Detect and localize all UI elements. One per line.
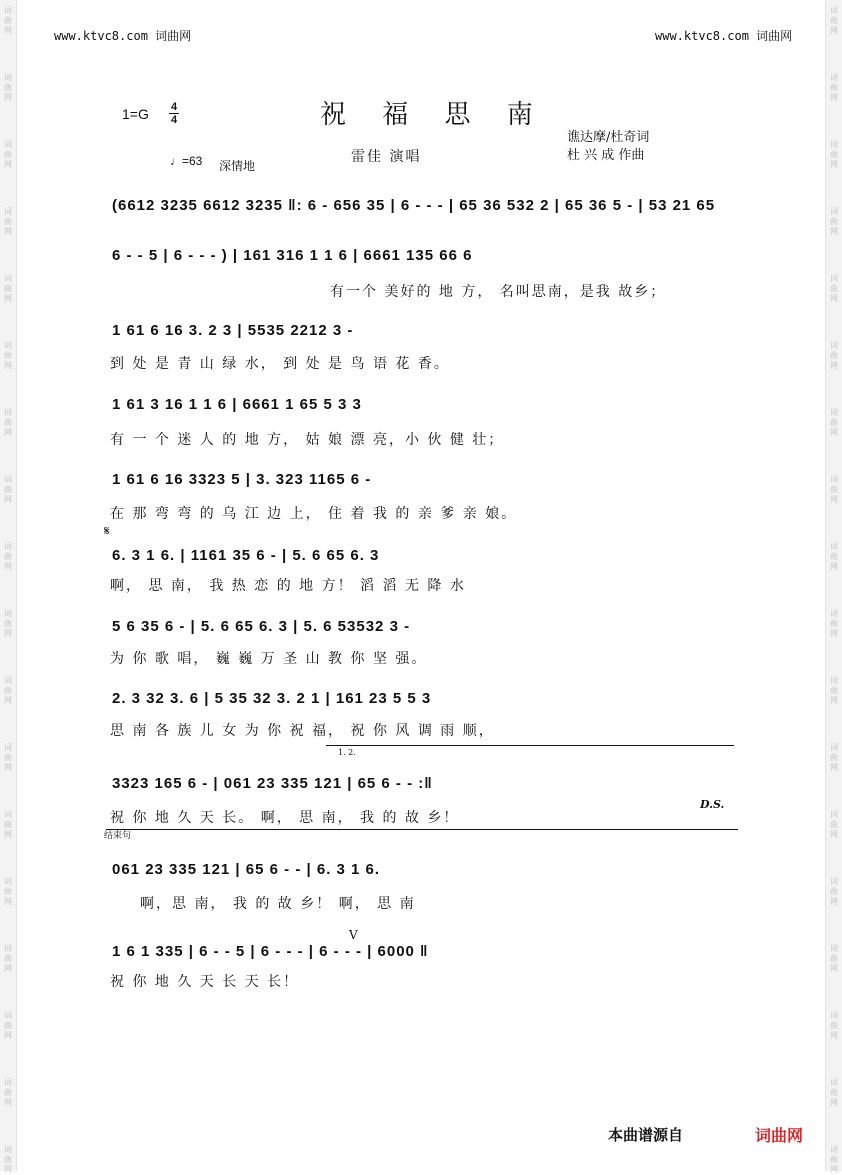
margin-watermark: 词 曲 网	[830, 274, 838, 303]
volta-bracket	[326, 745, 734, 746]
score-notes-4: 1 61 3 16 1 1 6 | 6661 1 65 5 3 3	[112, 396, 362, 413]
score-notes-5: 1 61 6 16 3323 5 | 3. 323 1165 6 -	[112, 471, 372, 488]
score-line-11	[108, 938, 738, 966]
score-line-8	[108, 685, 738, 713]
ds-marking: D.S.	[700, 798, 725, 811]
lyric-line-8: 祝 你 地 久 天 长。 啊， 思 南， 我 的 故 乡！	[110, 810, 460, 826]
lyric-line-10: 祝 你 地 久 天 长 天 长！	[110, 974, 300, 990]
margin-watermark: 词 曲 网	[4, 1011, 12, 1040]
margin-watermark: 词 曲 网	[4, 1078, 12, 1107]
margin-watermark: 词 曲 网	[4, 341, 12, 370]
margin-watermark: 词 曲 网	[830, 475, 838, 504]
margin-watermark: 词 曲 网	[4, 743, 12, 772]
margin-watermark: 词 曲 网	[4, 140, 12, 169]
breath-mark: V	[349, 928, 358, 942]
lyric-line-7: 思 南 各 族 儿 女 为 你 祝 福， 祝 你 风 调 雨 顺，	[110, 723, 495, 739]
score-line-2	[108, 242, 738, 270]
score-notes-7: 5 6 35 6 - | 5. 6 65 6. 3 | 5. 6 53532 3 -	[112, 618, 411, 635]
lyric-line-9: 啊，思 南， 我 的 故 乡！ 啊， 思 南	[140, 896, 416, 912]
score-notes-3: 1 61 6 16 3. 2 3 | 5535 2212 3 -	[112, 322, 354, 339]
margin-watermark: 词 曲 网	[830, 207, 838, 236]
song-title: 祝 福 思 南	[320, 100, 547, 130]
margin-watermark: 词 曲 网	[830, 73, 838, 102]
score-notes-6: 6. 3 1 6. | 1161 35 6 - | 5. 6 65 6. 3	[112, 547, 380, 564]
score-line-6	[108, 542, 738, 570]
margin-watermark: 词 曲 网	[4, 274, 12, 303]
margin-watermark: 词 曲 网	[4, 1145, 12, 1174]
margin-watermark: 词 曲 网	[4, 408, 12, 437]
site-header-right[interactable]: www.ktvc8.com 词曲网	[655, 29, 793, 43]
score-line-7	[108, 613, 738, 641]
margin-watermark: 词 曲 网	[4, 207, 12, 236]
score-notes-10: 061 23 335 121 | 65 6 - - | 6. 3 1 6.	[112, 861, 381, 878]
score-line-3	[108, 317, 738, 345]
margin-watermark: 词 曲 网	[4, 877, 12, 906]
margin-watermark: 词 曲 网	[830, 676, 838, 705]
margin-watermark: 词 曲 网	[830, 1011, 838, 1040]
margin-watermark: 词 曲 网	[830, 1078, 838, 1107]
score-line-4	[108, 391, 738, 419]
score-notes-11: 1 6 1 335 | 6 - - 5 | 6 - - - | 6 - - - | 6000 ‖	[112, 943, 429, 960]
margin-watermark: 词 曲 网	[830, 609, 838, 638]
margin-watermark: 词 曲 网	[830, 140, 838, 169]
brand-logo-text[interactable]: 词曲网	[755, 1126, 804, 1145]
margin-watermark: 词 曲 网	[4, 609, 12, 638]
margin-watermark: 词 曲 网	[830, 341, 838, 370]
score-line-5	[108, 466, 738, 494]
margin-watermark: 词 曲 网	[830, 810, 838, 839]
lyric-line-1: 有一个 美好的 地 方， 名叫思南，是我 故乡；	[330, 284, 667, 300]
key-signature: 1=G	[122, 106, 149, 122]
ending-label: 结束句	[104, 831, 132, 841]
margin-watermark: 词 曲 网	[830, 877, 838, 906]
margin-watermark: 词 曲 网	[4, 475, 12, 504]
site-header-left[interactable]: www.ktvc8.com 词曲网	[54, 29, 192, 43]
margin-watermark: 词 曲 网	[830, 743, 838, 772]
margin-watermark: 词 曲 网	[4, 542, 12, 571]
tempo-marking: ♩=63	[170, 154, 203, 168]
margin-watermark: 词 曲 网	[830, 1145, 838, 1174]
lyric-line-3: 有 一 个 迷 人 的 地 方， 姑 娘 漂 亮，小 伙 健 壮；	[110, 432, 505, 448]
score-line-9	[108, 770, 738, 798]
margin-watermark: 词 曲 网	[4, 676, 12, 705]
margin-watermark: 词 曲 网	[4, 73, 12, 102]
lyric-line-2: 到 处 是 青 山 绿 水， 到 处 是 鸟 语 花 香。	[110, 356, 450, 372]
volta-bracket-label: 1. 2.	[338, 748, 356, 757]
lyricist-credit: 谯达摩/杜奇词	[567, 130, 650, 145]
score-line-10	[108, 856, 738, 884]
left-margin-strip	[0, 0, 17, 1171]
ending-divider	[106, 829, 738, 830]
margin-watermark: 词 曲 网	[4, 6, 12, 35]
time-signature-bottom: 4	[170, 114, 178, 126]
score-line-1	[108, 192, 738, 220]
lyric-line-5: 啊， 思 南， 我 热 恋 的 地 方！ 滔 滔 无 降 水	[110, 578, 466, 594]
lyric-line-6: 为 你 歌 唱， 巍 巍 万 圣 山 教 你 坚 强。	[110, 651, 428, 667]
composer-credit: 杜 兴 成 作曲	[567, 148, 645, 163]
time-signature-top: 4	[170, 101, 178, 113]
margin-watermark: 词 曲 网	[4, 810, 12, 839]
score-notes-9: 3323 165 6 - | 061 23 335 121 | 65 6 - - :‖	[112, 775, 433, 792]
score-notes-8: 2. 3 32 3. 6 | 5 35 32 3. 2 1 | 161 23 5 5 3	[112, 690, 432, 707]
time-signature	[169, 101, 179, 126]
expression-marking: 深情地	[219, 159, 256, 173]
lyric-line-4: 在 那 弯 弯 的 乌 江 边 上， 住 着 我 的 亲 爹 亲 娘。	[110, 506, 518, 522]
source-label: 本曲谱源自	[608, 1126, 684, 1144]
score-notes-1: (6612 3235 6612 3235 ‖: 6 - 656 35 | 6 - - - | 65 36 532 2 | 65 36 5 - | 53 21 65	[112, 197, 716, 214]
score-notes-2: 6 - - 5 | 6 - - - ) | 161 316 1 1 6 | 6661 135 66 6	[112, 247, 473, 264]
margin-watermark: 词 曲 网	[4, 944, 12, 973]
right-margin-strip	[825, 0, 842, 1171]
margin-watermark: 词 曲 网	[830, 408, 838, 437]
margin-watermark: 词 曲 网	[830, 6, 838, 35]
margin-watermark: 词 曲 网	[830, 944, 838, 973]
segno-sign: 𝄋	[104, 524, 110, 539]
singer-credit: 雷佳 演唱	[351, 149, 422, 165]
margin-watermark: 词 曲 网	[830, 542, 838, 571]
